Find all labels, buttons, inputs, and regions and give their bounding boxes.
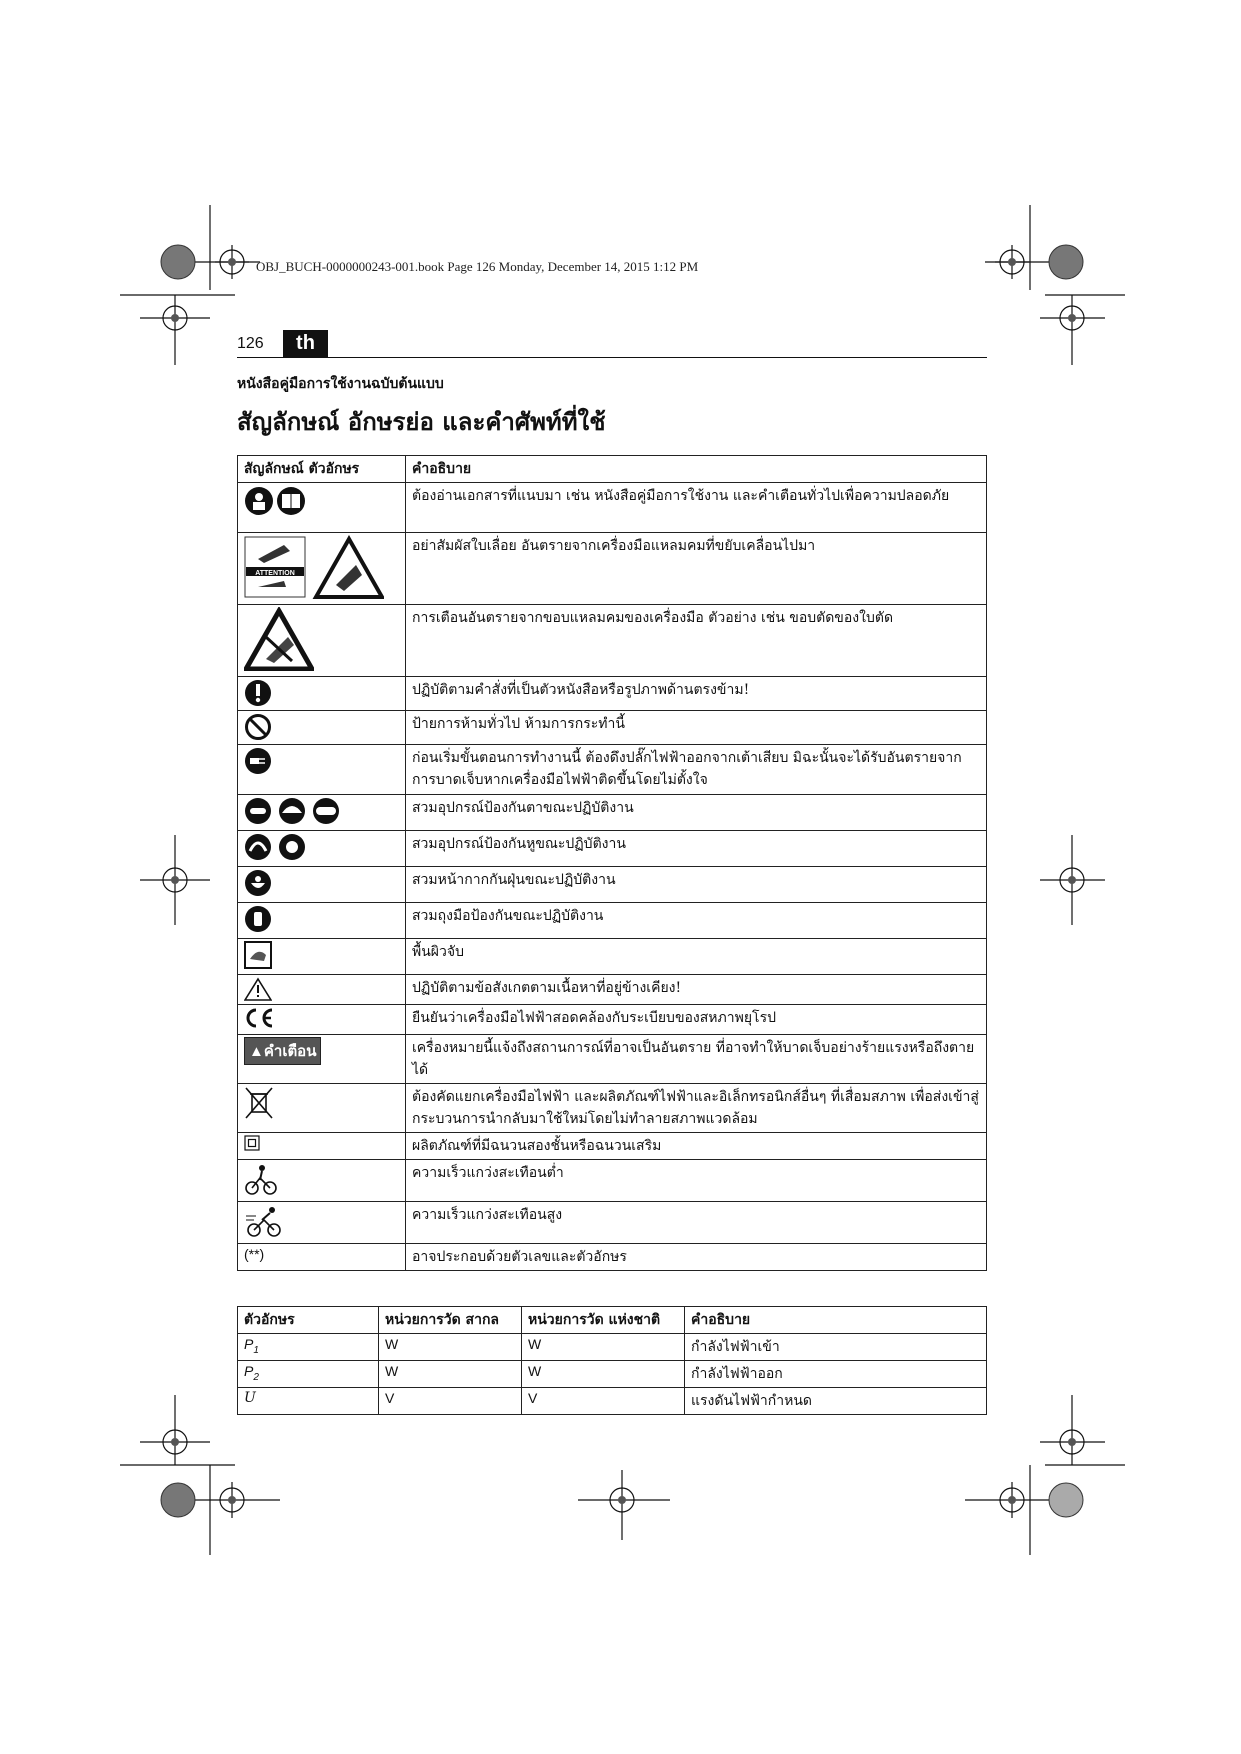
table-row: [238, 483, 987, 533]
table-row: [238, 1244, 987, 1271]
ce-mark-icon: [244, 1007, 276, 1029]
description-cell: สวมหน้ากากกันฝุ่นขณะปฏิบัติงาน: [406, 867, 987, 903]
table-row: [238, 1035, 987, 1084]
table-row: [238, 1133, 987, 1160]
language-tag: th: [283, 330, 328, 357]
symbols-table: [237, 455, 987, 1271]
description-cell: ต้องคัดแยกเครื่องมือไฟฟ้า และผลิตภัณฑ์ไฟฟ้าและอิเล็กทรอนิกส์อื่นๆ ที่เสื่อมสภาพ เพื่อส่งเข้าสู่กระบวนการนำกลับมาใช้ใหม่โดยไม่ทำลายสภาพแวดล้อม: [406, 1084, 987, 1133]
description-cell: เครื่องหมายนี้แจ้งถึงสถานการณ์ที่อาจเป็นอันตราย ที่อาจทำให้บาดเจ็บอย่างร้ายแรงหรือถึงตายได้: [406, 1035, 987, 1084]
table-row: [238, 831, 987, 867]
description-cell: กำลังไฟฟ้าออก: [685, 1361, 987, 1388]
units-table-header: [238, 1307, 987, 1334]
symbol-cell: [238, 1202, 406, 1244]
doc-subtitle: หนังสือคู่มือการใช้งานฉบับต้นแบบ: [237, 376, 444, 392]
column-header-letter: ตัวอักษร: [238, 1307, 379, 1334]
symbol-cell: [238, 483, 406, 533]
symbol-cell: [238, 1035, 406, 1084]
description-cell: ป้ายการห้ามทั่วไป ห้ามการกระทำนี้: [406, 711, 987, 745]
description-cell: ผลิตภัณฑ์ที่มีฉนวนสองชั้นหรือฉนวนเสริม: [406, 1133, 987, 1160]
header-rule: [237, 357, 987, 358]
low-speed-icon: [244, 1162, 278, 1196]
table-row: [238, 867, 987, 903]
caution-triangle-icon: [244, 977, 272, 1001]
mandatory-icon: [244, 679, 272, 707]
symbol-cell: [238, 605, 406, 677]
column-header-symbol: สัญลักษณ์ ตัวอักษร: [238, 456, 406, 483]
description-cell: ปฏิบัติตามคำสั่งที่เป็นตัวหนังสือหรือรูปภาพด้านตรงข้าม!: [406, 677, 987, 711]
symbol-cell: [238, 1133, 406, 1160]
description-cell: ความเร็วแกว่งสะเทือนสูง: [406, 1202, 987, 1244]
attention-blade-icon: [244, 535, 384, 599]
symbol-cell: [238, 711, 406, 745]
symbol-cell: [238, 1084, 406, 1133]
high-speed-icon: [244, 1204, 284, 1238]
description-cell: แรงดันไฟฟ้ากำหนด: [685, 1388, 987, 1415]
hot-surface-icon: [244, 941, 272, 969]
symbol-cell: [238, 1005, 406, 1035]
eye-protection-icon: [244, 797, 340, 825]
unplug-icon: [244, 747, 272, 775]
national-unit-cell: W: [522, 1334, 685, 1361]
sharp-edge-warning-icon: [244, 607, 314, 671]
letter-cell: $P_1$: [238, 1334, 379, 1361]
national-unit-cell: V: [522, 1388, 685, 1415]
description-cell: ก่อนเริ่มขั้นตอนการทำงานนี้ ต้องดึงปลั๊กไฟฟ้าออกจากเต้าเสียบ มิฉะนั้นจะได้รับอันตรายจากการบาดเจ็บหากเครื่องมือไฟฟ้าติดขึ้นโดยไม่ตั้งใจ: [406, 745, 987, 795]
description-cell: อย่าสัมผัสใบเลื่อย อันตรายจากเครื่องมือแหลมคมที่ขยับเคลื่อนไปมา: [406, 533, 987, 605]
table-row: [238, 1388, 987, 1415]
table-row: [238, 975, 987, 1005]
description-cell: สวมอุปกรณ์ป้องกันตาขณะปฏิบัติงาน: [406, 795, 987, 831]
description-cell: ต้องอ่านเอกสารที่แนบมา เช่น หนังสือคู่มือการใช้งาน และคำเตือนทั่วไปเพื่อความปลอดภัย: [406, 483, 987, 533]
description-cell: การเตือนอันตรายจากขอบแหลมคมของเครื่องมือ ตัวอย่าง เช่น ขอบตัดของใบตัด: [406, 605, 987, 677]
table-row: [238, 533, 987, 605]
column-header-description: คำอธิบาย: [406, 456, 987, 483]
national-unit-cell: W: [522, 1361, 685, 1388]
column-header-intl-unit: หน่วยการวัด สากล: [379, 1307, 522, 1334]
weee-bin-icon: [244, 1086, 274, 1120]
prohibition-icon: [244, 713, 272, 741]
ear-protection-icon: [244, 833, 308, 861]
symbol-cell: [238, 867, 406, 903]
gloves-icon: [244, 905, 272, 933]
description-cell: กำลังไฟฟ้าเข้า: [685, 1334, 987, 1361]
description-cell: สวมถุงมือป้องกันขณะปฏิบัติงาน: [406, 903, 987, 939]
description-cell: สวมอุปกรณ์ป้องกันหูขณะปฏิบัติงาน: [406, 831, 987, 867]
symbol-cell: (**): [238, 1244, 406, 1271]
intl-unit-cell: W: [379, 1361, 522, 1388]
symbols-table-header: [238, 456, 987, 483]
symbol-cell: [238, 975, 406, 1005]
symbol-cell: [238, 795, 406, 831]
table-row: [238, 939, 987, 975]
description-cell: ปฏิบัติตามข้อสังเกตตามเนื้อหาที่อยู่ข้างเคียง!: [406, 975, 987, 1005]
warning-triangle-icon: ▲: [249, 1042, 264, 1060]
double-insulation-icon: [244, 1135, 262, 1151]
table-row: [238, 1005, 987, 1035]
symbol-cell: [238, 677, 406, 711]
description-cell: พื้นผิวจับ: [406, 939, 987, 975]
letter-cell: $P_2$: [238, 1361, 379, 1388]
svg-text:ATTENTION: ATTENTION: [255, 570, 295, 577]
table-row: [238, 605, 987, 677]
warning-badge: [244, 1037, 321, 1065]
column-header-description: คำอธิบาย: [685, 1307, 987, 1334]
table-row: [238, 711, 987, 745]
letter-cell: U: [238, 1388, 379, 1415]
table-row: [238, 795, 987, 831]
table-row: [238, 677, 987, 711]
book-info-line: OBJ_BUCH-0000000243-001.book Page 126 Monday, December 14, 2015 1:12 PM: [256, 259, 699, 274]
symbol-cell: [238, 745, 406, 795]
read-manual-icon: [244, 485, 308, 517]
warning-badge-text: คำเตือน: [263, 1043, 317, 1060]
dust-mask-icon: [244, 869, 272, 897]
table-row: [238, 1160, 987, 1202]
table-row: [238, 1084, 987, 1133]
symbol-cell: [238, 1160, 406, 1202]
units-table: [237, 1306, 987, 1415]
intl-unit-cell: V: [379, 1388, 522, 1415]
symbol-cell: [238, 831, 406, 867]
table-row: [238, 903, 987, 939]
table-row: [238, 1334, 987, 1361]
description-cell: ความเร็วแกว่งสะเทือนต่ำ: [406, 1160, 987, 1202]
page-title: สัญลักษณ์ อักษรย่อ และคำศัพท์ที่ใช้: [237, 407, 606, 436]
table-row: [238, 1361, 987, 1388]
column-header-national-unit: หน่วยการวัด แห่งชาติ: [522, 1307, 685, 1334]
description-cell: อาจประกอบด้วยตัวเลขและตัวอักษร: [406, 1244, 987, 1271]
symbol-cell: [238, 939, 406, 975]
symbol-cell: [238, 903, 406, 939]
description-cell: ยืนยันว่าเครื่องมือไฟฟ้าสอดคล้องกับระเบียบของสหภาพยุโรป: [406, 1005, 987, 1035]
table-row: [238, 1202, 987, 1244]
table-row: [238, 745, 987, 795]
intl-unit-cell: W: [379, 1334, 522, 1361]
symbol-cell: [238, 533, 406, 605]
page-number: 126: [237, 335, 264, 352]
